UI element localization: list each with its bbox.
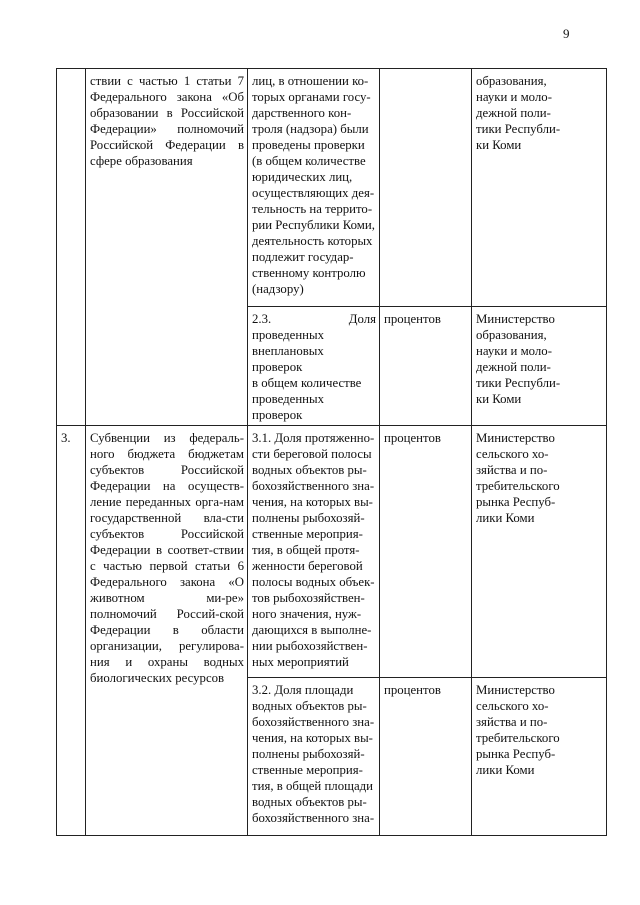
table-row [57, 426, 607, 678]
unit-text: процентов [384, 431, 441, 445]
row-number-cell [57, 69, 86, 426]
row-number-cell [57, 426, 86, 836]
table-row [57, 69, 607, 307]
unit-cell [380, 307, 472, 426]
unit-text: процентов [384, 312, 441, 326]
ministry-cell [472, 426, 607, 678]
indicator-cell [248, 426, 380, 678]
ministry-text: Министерство сельского хо- зяйства и по- требительского рынка Респуб- лики Коми [476, 431, 560, 525]
subvention-text: Субвенции из федераль-ного бюджета бюджетам субъектов Российской Федерации на осуществ-ление переданных орга-нам государственной вла-сти субъектов Российской Федерации в соответ-ствии с частью первой статьи 6 Федерального закона «О животном ми-ре» полномочий Россий-ской Федерации в области организации, регулирова-ния и охраны водных биологических ресурсов [90, 431, 244, 685]
indicators-table [56, 68, 607, 836]
indicator-text: 2.3. Доля проведенных внеплановых проверок в общем количестве проведенных проверок [252, 312, 376, 422]
unit-cell [380, 69, 472, 307]
indicator-cell [248, 678, 380, 836]
indicator-cell [248, 69, 380, 307]
ministry-cell [472, 678, 607, 836]
row-number: 3. [61, 431, 71, 445]
ministry-cell [472, 69, 607, 307]
indicator-text: 3.2. Доля площади водных объектов ры- бохозяйственного зна- чения, на которых вы- полнены рыбохозяй- ственные мероприя- тия, в общей площади водных объектов ры- бохозяйственного зна- [252, 683, 375, 825]
page-number: 9 [563, 26, 570, 41]
unit-cell [380, 426, 472, 678]
subvention-text: ствии с частью 1 статьи 7 Федерального закона «Об образовании в Российской Федерации» полномочий Российской Федерации в сфере образования [90, 74, 244, 168]
unit-cell [380, 678, 472, 836]
ministry-text: образования, науки и моло- дежной поли- тики Республи- ки Коми [476, 74, 561, 152]
ministry-text: Министерство сельского хо- зяйства и по- требительского рынка Респуб- лики Коми [476, 683, 560, 777]
indicator-cell [248, 307, 380, 426]
ministry-cell [472, 307, 607, 426]
indicator-text: лиц, в отношении ко- торых органами госу- дарственного кон- троля (надзора) были проведены проверки (в общем количестве юридических лиц, осуществляющих дея- тельность на террито- рии Республики Коми, деятельность которых подлежит государ- ственному контролю (надзору) [252, 74, 375, 296]
unit-text: процентов [384, 683, 441, 697]
indicator-text: 3.1. Доля протяженно- сти береговой полосы водных объектов ры- бохозяйственного зна- чения, на которых вы- полнены рыбохозяй- ственные мероприя- тия, в общей протя- женности береговой полосы водных объек- тов рыбохозяйствен- ного значения, нуж- дающихся в выполне- нии рыбохозяйствен- ных мероприятий [252, 431, 375, 669]
ministry-text: Министерство образования, науки и моло- дежной поли- тики Республи- ки Коми [476, 312, 561, 406]
subvention-cell [86, 426, 248, 836]
subvention-cell [86, 69, 248, 426]
